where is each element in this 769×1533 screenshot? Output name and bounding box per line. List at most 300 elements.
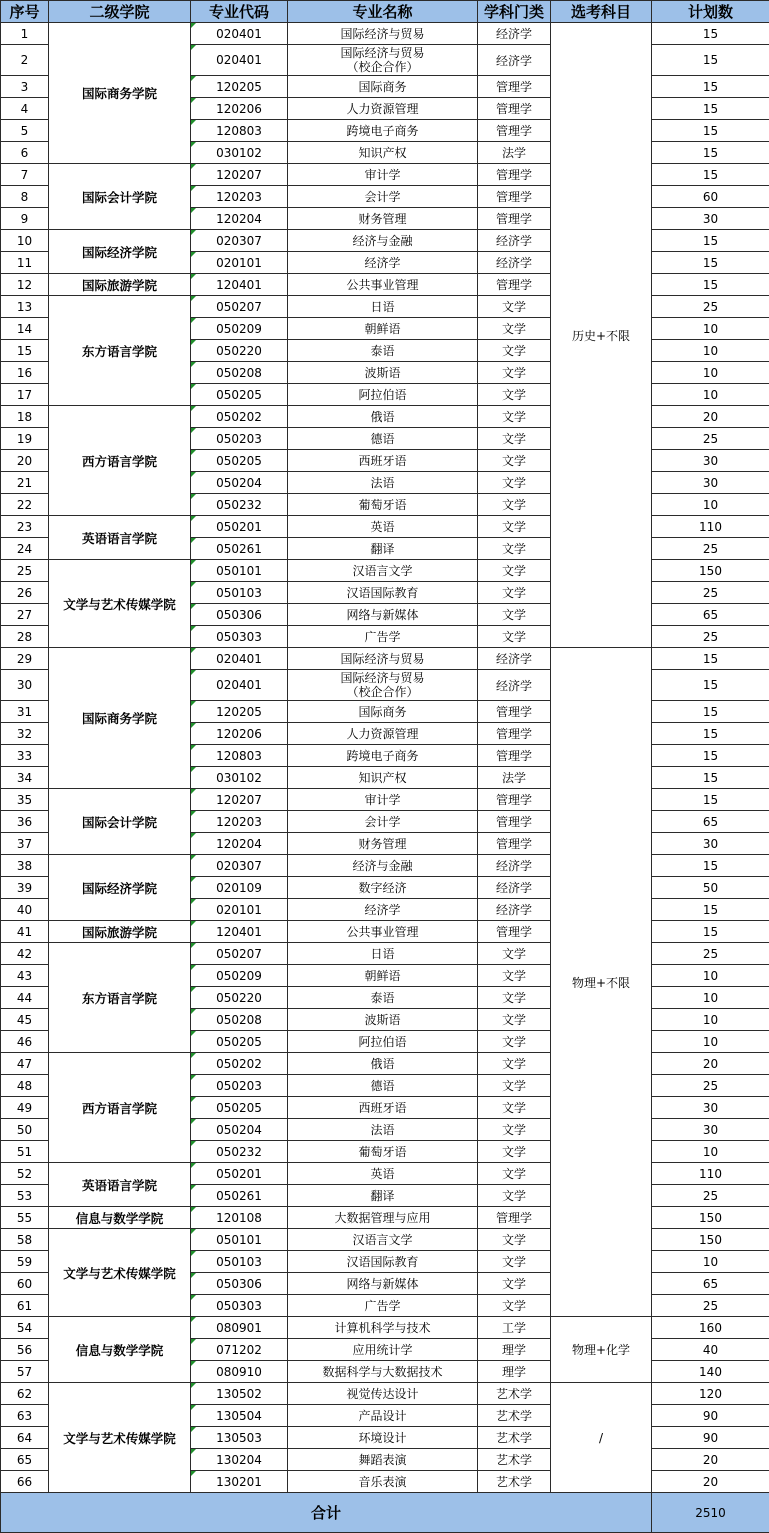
row-subject: 物理+化学 [551,1317,652,1383]
total-label: 合计 [1,1493,652,1533]
row-code: 120204 [191,208,288,230]
table-row [1,943,769,965]
row-plan: 10 [652,340,769,362]
row-category: 管理学 [478,120,551,142]
row-code: 050209 [191,318,288,340]
table-row [1,560,769,582]
row-seq: 12 [1,274,49,296]
row-code: 050103 [191,582,288,604]
row-major-name: 日语 [288,296,478,318]
header-row [1,1,769,23]
row-seq: 45 [1,1009,49,1031]
row-category: 管理学 [478,186,551,208]
row-plan: 90 [652,1427,769,1449]
row-seq: 3 [1,76,49,98]
row-major-name: 公共事业管理 [288,921,478,943]
row-major-name: 泰语 [288,340,478,362]
row-seq: 21 [1,472,49,494]
row-plan: 25 [652,582,769,604]
row-college: 信息与数学学院 [49,1317,191,1383]
row-seq: 56 [1,1339,49,1361]
row-code: 020101 [191,252,288,274]
row-plan: 30 [652,1097,769,1119]
row-major-name: 网络与新媒体 [288,1273,478,1295]
row-college: 文学与艺术传媒学院 [49,1229,191,1317]
row-seq: 48 [1,1075,49,1097]
row-plan: 15 [652,120,769,142]
row-code: 050220 [191,340,288,362]
row-plan: 150 [652,560,769,582]
row-category: 文学 [478,494,551,516]
row-category: 文学 [478,340,551,362]
row-code: 050204 [191,472,288,494]
row-code: 020109 [191,877,288,899]
row-major-name: 跨境电子商务 [288,745,478,767]
row-code: 020401 [191,23,288,45]
row-seq: 11 [1,252,49,274]
row-category: 艺术学 [478,1427,551,1449]
row-plan: 30 [652,472,769,494]
row-code: 130201 [191,1471,288,1493]
row-category: 法学 [478,142,551,164]
row-plan: 10 [652,384,769,406]
row-seq: 28 [1,626,49,648]
row-category: 管理学 [478,789,551,811]
row-code: 120206 [191,723,288,745]
row-category: 经济学 [478,899,551,921]
row-category: 文学 [478,1097,551,1119]
row-college: 文学与艺术传媒学院 [49,1383,191,1493]
row-code: 050205 [191,1097,288,1119]
row-plan: 60 [652,186,769,208]
row-seq: 38 [1,855,49,877]
row-plan: 25 [652,1185,769,1207]
table-row [1,648,769,670]
row-seq: 63 [1,1405,49,1427]
row-category: 文学 [478,965,551,987]
row-major-name: 泰语 [288,987,478,1009]
row-category: 文学 [478,1229,551,1251]
row-code: 050261 [191,1185,288,1207]
row-plan: 10 [652,318,769,340]
row-plan: 15 [652,648,769,670]
row-major-name: 英语 [288,516,478,538]
row-seq: 27 [1,604,49,626]
row-seq: 20 [1,450,49,472]
row-college: 英语语言学院 [49,1163,191,1207]
row-major-name: 葡萄牙语 [288,494,478,516]
row-code: 020401 [191,648,288,670]
row-seq: 16 [1,362,49,384]
row-plan: 50 [652,877,769,899]
header-seq: 序号 [1,1,49,23]
row-plan: 15 [652,723,769,745]
row-seq: 23 [1,516,49,538]
row-major-name: 国际经济与贸易 [288,23,478,45]
row-plan: 25 [652,1075,769,1097]
row-plan: 20 [652,1471,769,1493]
row-category: 文学 [478,318,551,340]
table-row [1,164,769,186]
row-college: 国际商务学院 [49,648,191,789]
row-code: 050201 [191,516,288,538]
row-category: 文学 [478,1273,551,1295]
row-code: 020307 [191,855,288,877]
row-major-name: 波斯语 [288,362,478,384]
row-plan: 15 [652,45,769,76]
row-plan: 15 [652,855,769,877]
row-major-name: 跨境电子商务 [288,120,478,142]
row-plan: 30 [652,1119,769,1141]
row-major-name: 翻译 [288,1185,478,1207]
row-category: 文学 [478,1163,551,1185]
row-major-name: 音乐表演 [288,1471,478,1493]
row-seq: 15 [1,340,49,362]
row-plan: 110 [652,516,769,538]
row-code: 080901 [191,1317,288,1339]
row-code: 050205 [191,1031,288,1053]
row-code: 020401 [191,45,288,76]
row-major-name: 西班牙语 [288,1097,478,1119]
row-plan: 25 [652,943,769,965]
row-seq: 61 [1,1295,49,1317]
row-code: 120205 [191,701,288,723]
row-major-name: 葡萄牙语 [288,1141,478,1163]
row-major-name: 俄语 [288,1053,478,1075]
row-category: 文学 [478,538,551,560]
row-code: 050209 [191,965,288,987]
row-plan: 40 [652,1339,769,1361]
row-category: 经济学 [478,648,551,670]
row-category: 文学 [478,604,551,626]
table-row [1,1317,769,1339]
row-code: 020401 [191,670,288,701]
row-seq: 9 [1,208,49,230]
row-code: 020101 [191,899,288,921]
row-category: 文学 [478,987,551,1009]
row-college: 信息与数学学院 [49,1207,191,1229]
row-seq: 43 [1,965,49,987]
row-seq: 41 [1,921,49,943]
row-college: 国际会计学院 [49,164,191,230]
row-major-name: 日语 [288,943,478,965]
row-major-name: 德语 [288,1075,478,1097]
row-major-name: 会计学 [288,811,478,833]
row-plan: 10 [652,1141,769,1163]
row-plan: 10 [652,1251,769,1273]
row-code: 050202 [191,406,288,428]
row-category: 文学 [478,362,551,384]
row-major-name: 经济与金融 [288,855,478,877]
row-category: 艺术学 [478,1383,551,1405]
row-category: 管理学 [478,723,551,745]
table-row [1,1383,769,1405]
row-plan: 15 [652,789,769,811]
row-seq: 66 [1,1471,49,1493]
row-college: 东方语言学院 [49,943,191,1053]
row-seq: 17 [1,384,49,406]
row-seq: 53 [1,1185,49,1207]
row-plan: 10 [652,1009,769,1031]
row-seq: 44 [1,987,49,1009]
row-category: 文学 [478,450,551,472]
header-subject: 选考科目 [551,1,652,23]
row-code: 120207 [191,789,288,811]
row-seq: 58 [1,1229,49,1251]
row-seq: 65 [1,1449,49,1471]
row-code: 050303 [191,626,288,648]
row-plan: 15 [652,274,769,296]
row-major-name: 国际经济与贸易 （校企合作） [288,670,478,701]
row-seq: 8 [1,186,49,208]
row-seq: 4 [1,98,49,120]
row-seq: 5 [1,120,49,142]
row-category: 管理学 [478,745,551,767]
row-code: 050207 [191,296,288,318]
row-category: 文学 [478,1185,551,1207]
row-category: 文学 [478,472,551,494]
row-plan: 15 [652,252,769,274]
row-code: 120204 [191,833,288,855]
row-code: 050232 [191,1141,288,1163]
row-category: 文学 [478,1075,551,1097]
row-code: 020307 [191,230,288,252]
row-seq: 35 [1,789,49,811]
row-major-name: 俄语 [288,406,478,428]
row-category: 管理学 [478,1207,551,1229]
row-plan: 110 [652,1163,769,1185]
row-major-name: 西班牙语 [288,450,478,472]
row-code: 030102 [191,142,288,164]
header-category: 学科门类 [478,1,551,23]
row-category: 文学 [478,296,551,318]
row-seq: 34 [1,767,49,789]
row-plan: 15 [652,767,769,789]
row-category: 文学 [478,428,551,450]
row-category: 艺术学 [478,1471,551,1493]
row-seq: 30 [1,670,49,701]
row-plan: 15 [652,745,769,767]
row-category: 管理学 [478,208,551,230]
row-plan: 15 [652,164,769,186]
row-seq: 14 [1,318,49,340]
header-code: 专业代码 [191,1,288,23]
row-plan: 65 [652,811,769,833]
row-seq: 59 [1,1251,49,1273]
row-category: 经济学 [478,670,551,701]
row-code: 050101 [191,560,288,582]
table-row [1,1053,769,1075]
row-plan: 120 [652,1383,769,1405]
row-category: 经济学 [478,230,551,252]
row-plan: 10 [652,362,769,384]
row-plan: 15 [652,899,769,921]
row-category: 文学 [478,626,551,648]
row-major-name: 环境设计 [288,1427,478,1449]
row-category: 文学 [478,516,551,538]
row-code: 030102 [191,767,288,789]
row-major-name: 汉语国际教育 [288,1251,478,1273]
row-code: 050306 [191,1273,288,1295]
row-plan: 10 [652,494,769,516]
row-major-name: 人力资源管理 [288,98,478,120]
row-category: 经济学 [478,877,551,899]
row-code: 050220 [191,987,288,1009]
row-college: 英语语言学院 [49,516,191,560]
row-major-name: 应用统计学 [288,1339,478,1361]
row-major-name: 公共事业管理 [288,274,478,296]
row-category: 文学 [478,1251,551,1273]
table-row [1,230,769,252]
row-major-name: 审计学 [288,164,478,186]
row-plan: 65 [652,604,769,626]
row-code: 050207 [191,943,288,965]
row-plan: 10 [652,965,769,987]
row-major-name: 产品设计 [288,1405,478,1427]
row-college: 西方语言学院 [49,406,191,516]
row-seq: 57 [1,1361,49,1383]
row-category: 文学 [478,943,551,965]
row-seq: 29 [1,648,49,670]
row-seq: 36 [1,811,49,833]
row-plan: 15 [652,701,769,723]
row-seq: 50 [1,1119,49,1141]
table-row [1,23,769,45]
row-category: 经济学 [478,23,551,45]
row-seq: 39 [1,877,49,899]
row-plan: 15 [652,230,769,252]
row-code: 050202 [191,1053,288,1075]
row-category: 文学 [478,560,551,582]
table-row [1,274,769,296]
row-plan: 15 [652,670,769,701]
row-code: 120203 [191,186,288,208]
row-plan: 15 [652,921,769,943]
table-row [1,296,769,318]
row-plan: 150 [652,1229,769,1251]
row-plan: 25 [652,428,769,450]
row-category: 文学 [478,1119,551,1141]
row-code: 050205 [191,450,288,472]
row-seq: 40 [1,899,49,921]
table-body [1,23,769,1493]
header-name: 专业名称 [288,1,478,23]
row-category: 文学 [478,1031,551,1053]
row-plan: 20 [652,406,769,428]
row-major-name: 英语 [288,1163,478,1185]
row-code: 130504 [191,1405,288,1427]
row-code: 120803 [191,745,288,767]
row-college: 国际旅游学院 [49,274,191,296]
table-row [1,789,769,811]
row-category: 管理学 [478,921,551,943]
header-college: 二级学院 [49,1,191,23]
row-category: 理学 [478,1339,551,1361]
row-subject: / [551,1383,652,1493]
row-plan: 25 [652,296,769,318]
row-code: 050203 [191,1075,288,1097]
table-row [1,516,769,538]
row-major-name: 国际商务 [288,701,478,723]
row-seq: 46 [1,1031,49,1053]
row-category: 管理学 [478,701,551,723]
row-plan: 15 [652,98,769,120]
row-code: 050306 [191,604,288,626]
row-major-name: 广告学 [288,1295,478,1317]
row-category: 管理学 [478,98,551,120]
row-seq: 62 [1,1383,49,1405]
row-code: 080910 [191,1361,288,1383]
row-seq: 55 [1,1207,49,1229]
row-plan: 30 [652,833,769,855]
row-seq: 64 [1,1427,49,1449]
table-row [1,1163,769,1185]
row-category: 管理学 [478,833,551,855]
row-seq: 32 [1,723,49,745]
row-subject: 历史+不限 [551,23,652,648]
row-plan: 90 [652,1405,769,1427]
row-major-name: 会计学 [288,186,478,208]
row-major-name: 朝鲜语 [288,965,478,987]
row-plan: 20 [652,1449,769,1471]
row-major-name: 舞蹈表演 [288,1449,478,1471]
row-major-name: 翻译 [288,538,478,560]
row-code: 130502 [191,1383,288,1405]
row-seq: 42 [1,943,49,965]
row-major-name: 朝鲜语 [288,318,478,340]
row-college: 文学与艺术传媒学院 [49,560,191,648]
row-seq: 37 [1,833,49,855]
row-seq: 13 [1,296,49,318]
row-plan: 25 [652,1295,769,1317]
row-category: 文学 [478,1141,551,1163]
table-row [1,855,769,877]
row-seq: 10 [1,230,49,252]
row-seq: 7 [1,164,49,186]
row-major-name: 阿拉伯语 [288,384,478,406]
row-seq: 25 [1,560,49,582]
table-row [1,1207,769,1229]
row-category: 艺术学 [478,1405,551,1427]
row-code: 050208 [191,1009,288,1031]
row-major-name: 国际经济与贸易 （校企合作） [288,45,478,76]
row-category: 文学 [478,1295,551,1317]
row-plan: 25 [652,626,769,648]
header-plan: 计划数 [652,1,769,23]
row-major-name: 波斯语 [288,1009,478,1031]
row-code: 050203 [191,428,288,450]
row-major-name: 汉语言文学 [288,1229,478,1251]
row-code: 120207 [191,164,288,186]
row-major-name: 计算机科学与技术 [288,1317,478,1339]
row-code: 120401 [191,921,288,943]
row-code: 050103 [191,1251,288,1273]
row-category: 艺术学 [478,1449,551,1471]
row-plan: 15 [652,76,769,98]
row-code: 120206 [191,98,288,120]
row-major-name: 经济学 [288,252,478,274]
row-plan: 15 [652,23,769,45]
row-seq: 33 [1,745,49,767]
row-code: 120401 [191,274,288,296]
row-seq: 2 [1,45,49,76]
row-major-name: 国际商务 [288,76,478,98]
row-plan: 150 [652,1207,769,1229]
row-category: 管理学 [478,76,551,98]
total-value: 2510 [652,1493,769,1533]
row-code: 071202 [191,1339,288,1361]
row-seq: 31 [1,701,49,723]
